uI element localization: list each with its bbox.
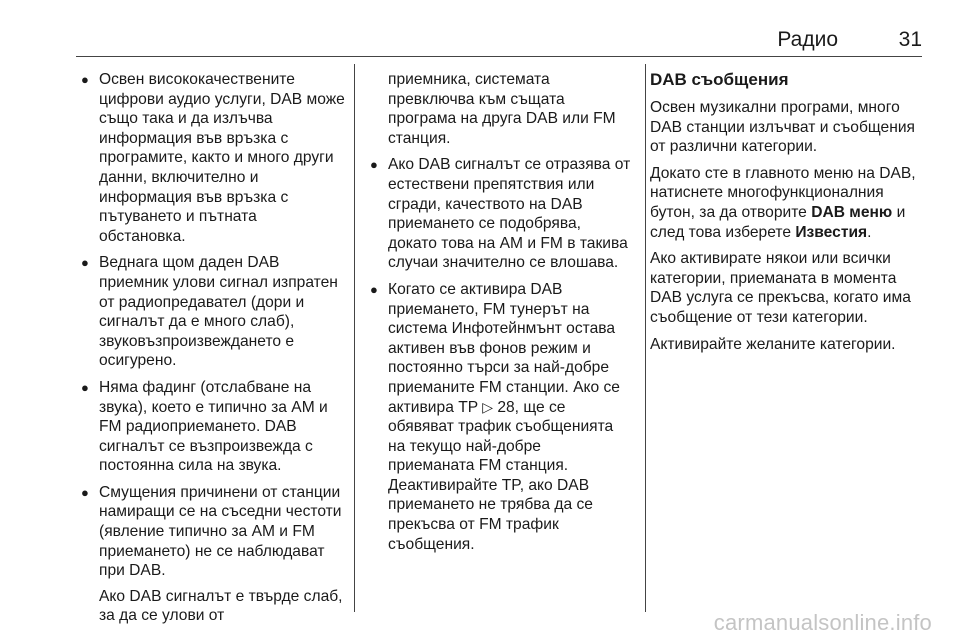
list-item: ● Смущения причинени от станции намиращи се на съседни честоти (явление типично за AM и FM приемането) не се наблюдават при DAB.	[81, 483, 342, 580]
watermark: carmanualsonline.info	[713, 610, 932, 635]
list-item: ● Когато се активира DAB приемането, FM тунерът на система Инфотейнмънт остава активен във фонов режим и постоянно търси за най-добре приеманите FM станции. Ако се активира TP ▷ 28, ще се обявяват трафик съобщенията на текущо най-добре приеманата FM станция. Деактивирайте TP, ако DAB приемането не трябва да се прекъсва от FM трафик съобщения.	[370, 280, 620, 553]
list-item: ● Освен висококачествените цифрови аудио услуги, DAB може също така и да излъчва информация във връзка с програмите, както и много други данни, включително и информация във връзка с пътуването и пътната обстановка.	[81, 71, 345, 245]
page-title: Радио	[777, 28, 838, 51]
menu-name: DAB меню	[811, 203, 893, 221]
page-number: 31	[898, 28, 922, 51]
feature-list	[80, 70, 346, 581]
column-divider-2	[645, 64, 646, 612]
paragraph: Активирайте желаните категории.	[650, 335, 896, 353]
list-item: ● Веднага щом даден DAB приемник улови сигнал изпратен от радиопредавател (дори и сигналът да е много слаб), звуковъзпроизвеждането е осигурено.	[81, 254, 338, 370]
bullet-icon: ●	[81, 255, 89, 271]
bullet-icon: ●	[81, 72, 89, 87]
list-item: ● Ако DAB сигналът се отразява от естествени препятствия или сгради, качеството на DAB приемането се подобрява, докато това на AM и FM в такива случаи значително се влошава.	[370, 156, 631, 272]
section-title: DAB съобщения	[650, 70, 789, 89]
paragraph: приемника, системата превключва към същата програма на друга DAB или FM станция.	[388, 71, 616, 147]
paragraph: Ако DAB сигналът е твърде слаб, за да се улови от	[99, 587, 343, 625]
page-header	[76, 24, 922, 57]
column-divider-1	[354, 64, 355, 612]
feature-list	[369, 155, 631, 554]
column-3	[650, 70, 930, 361]
bullet-icon: ●	[370, 281, 378, 297]
page-reference-arrow-icon: ▷	[482, 398, 493, 415]
column-1	[80, 70, 346, 633]
paragraph: Докато сте в главното меню на DAB, натиснете многофункционалния бутон, за да отворите DAB меню и след това изберете Известия.	[650, 164, 916, 241]
column-2	[369, 70, 631, 554]
bullet-icon: ●	[370, 157, 378, 173]
menu-item-name: Известия	[795, 223, 868, 241]
bullet-icon: ●	[81, 379, 89, 395]
list-item: ● Няма фадинг (отслабване на звука), което е типично за AM и FM радиоприемането. DAB сигналът се възпроизвежда с постоянна сила на звука.	[81, 378, 328, 475]
paragraph: Ако активирате някои или всички категории, приеманата в момента DAB услуга се прекъсва, когато има съобщение от тези категории.	[650, 250, 911, 326]
paragraph: Освен музикални програми, много DAB станции излъчват и съобщения от различни категории.	[650, 99, 915, 156]
bullet-icon: ●	[81, 484, 89, 500]
